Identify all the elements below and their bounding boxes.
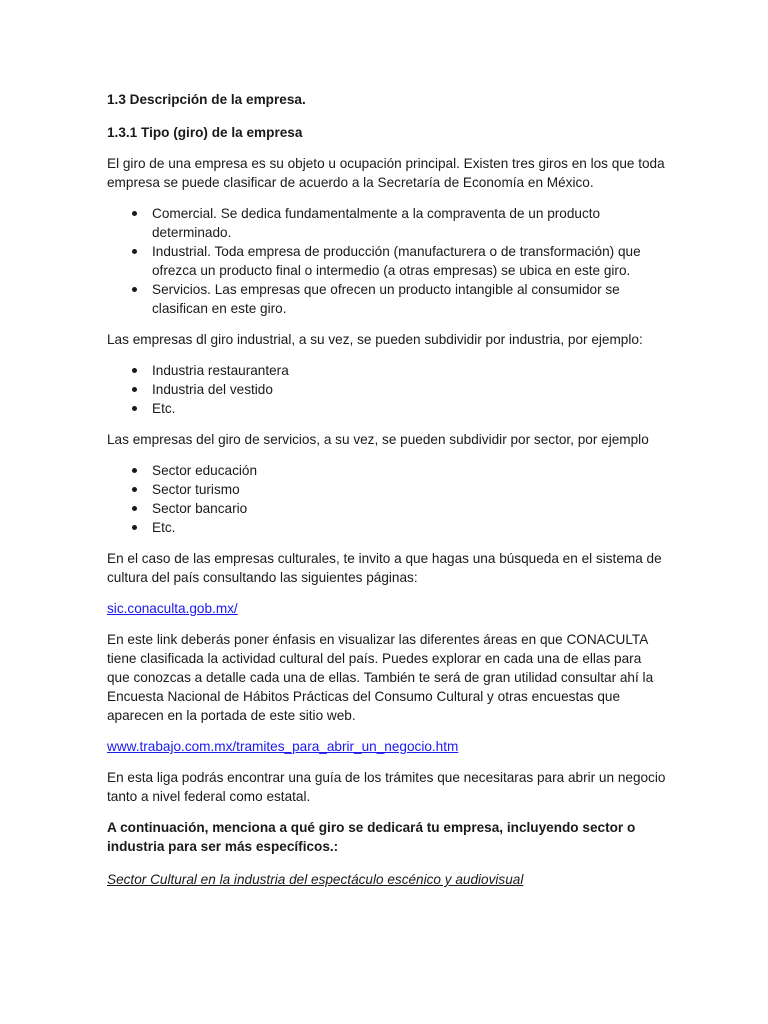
sectores-list (107, 461, 667, 537)
answer-text: Sector Cultural en la industria del espectáculo escénico y audiovisual (107, 872, 524, 887)
trabajo-paragraph: En esta liga podrás encontrar una guía de los trámites que necesitaras para abrir un negocio tanto a nivel federal como estatal. (107, 770, 666, 804)
conaculta-link-paragraph (107, 599, 667, 618)
list-item: Industrial. Toda empresa de producción (manufacturera o de transformación) que ofrezca un producto final o intermedio (a otras empresas) se ubica en este giro. (152, 242, 667, 280)
trabajo-link-paragraph (107, 737, 667, 756)
list-item: Comercial. Se dedica fundamentalmente a la compraventa de un producto determinado. (152, 204, 667, 242)
list-item: Sector educación (152, 461, 667, 480)
document-body (107, 90, 667, 901)
instruction-paragraph: A continuación, menciona a qué giro se dedicará tu empresa, incluyendo sector o industria para ser más específicos.: (107, 820, 636, 854)
intro-paragraph: El giro de una empresa es su objeto u ocupación principal. Existen tres giros en los que toda empresa se puede clasificar de acuerdo a la Secretaría de Economía en México. (107, 156, 665, 190)
culturales-paragraph: En el caso de las empresas culturales, te invito a que hagas una búsqueda en el sistema de cultura del país consultando las siguientes páginas: (107, 551, 662, 585)
conaculta-link[interactable]: sic.conaculta.gob.mx/ (107, 601, 238, 616)
list-item: Industria restaurantera (152, 361, 667, 380)
answer-paragraph (107, 870, 667, 889)
list-item: Industria del vestido (152, 380, 667, 399)
list-item: Etc. (152, 518, 667, 537)
list-item: Etc. (152, 399, 667, 418)
subsection-heading: 1.3.1 Tipo (giro) de la empresa (107, 125, 303, 140)
industrias-list (107, 361, 667, 418)
section-heading: 1.3 Descripción de la empresa. (107, 92, 306, 107)
industrial-paragraph: Las empresas dl giro industrial, a su vez, se pueden subdividir por industria, por ejemplo: (107, 332, 643, 347)
trabajo-link[interactable]: www.trabajo.com.mx/tramites_para_abrir_un_negocio.htm (107, 739, 459, 754)
servicios-paragraph: Las empresas del giro de servicios, a su vez, se pueden subdividir por sector, por ejemplo (107, 432, 649, 447)
conaculta-paragraph: En este link deberás poner énfasis en visualizar las diferentes áreas en que CONACULTA tiene clasificada la actividad cultural del país. Puedes explorar en cada una de ellas para que conozcas a detalle cada una de ellas. También te será de gran utilidad consultar ahí la Encuesta Nacional de Hábitos Prácticas del Consumo Cultural y otras encuestas que aparecen en la portada de este sitio web. (107, 632, 654, 723)
list-item: Sector bancario (152, 499, 667, 518)
giros-list (107, 204, 667, 318)
list-item: Sector turismo (152, 480, 667, 499)
list-item: Servicios. Las empresas que ofrecen un producto intangible al consumidor se clasifican en este giro. (152, 280, 667, 318)
